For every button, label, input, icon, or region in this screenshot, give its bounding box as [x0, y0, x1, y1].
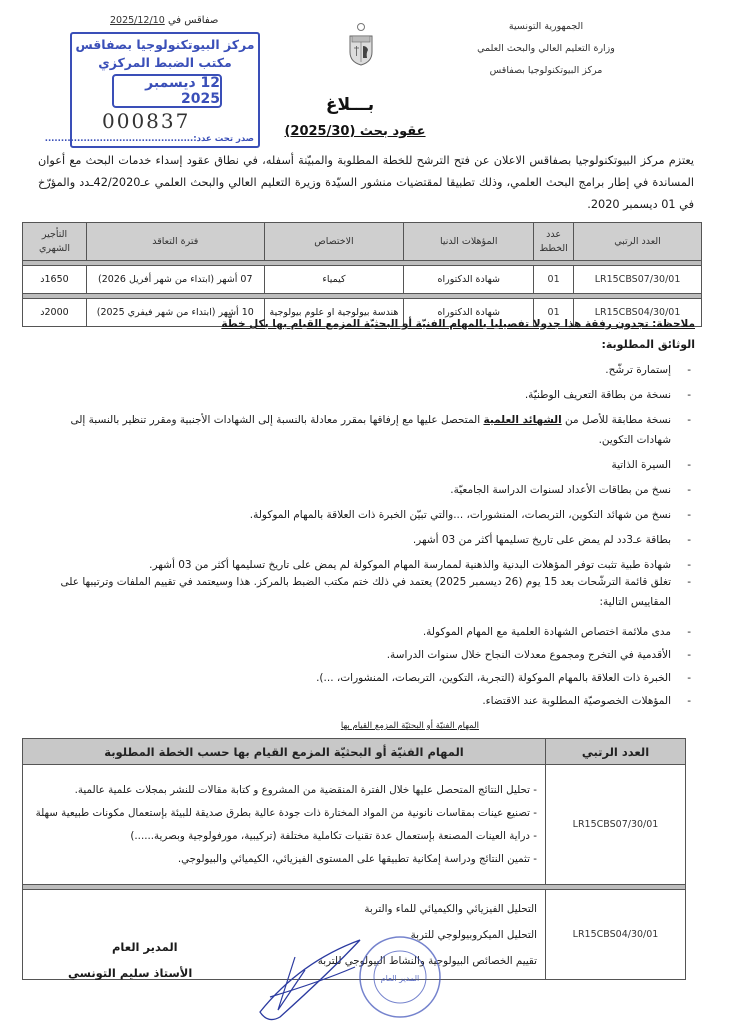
table-row — [23, 765, 686, 885]
list-item: - نسخة من بطاقة التعريف الوطنيّة. — [33, 385, 693, 405]
positions-table — [22, 222, 702, 327]
required-docs-title: الوثائق المطلوبة: — [601, 338, 695, 351]
seal-text: المدير العام — [380, 974, 420, 983]
cell-monthly-salary: 1650د — [23, 266, 87, 294]
list-item: - الخبرة ذات العلاقة بالمهام الموكولة (التجربة، التكوين، التربصات، المنشورات، ...). — [33, 668, 693, 688]
country-name: الجمهورية التونسية — [508, 21, 584, 32]
director-name: الأستاذ سليم التونسي — [68, 966, 193, 980]
header-qualification: المؤهلات الدنيا — [404, 223, 534, 261]
registry-stamp — [44, 32, 260, 148]
cell-contract-period: 07 أشهر (ابتداء من شهر أفريل 2026) — [86, 266, 264, 294]
list-item: - إستمارة ترشّح. — [33, 360, 693, 380]
header-serial: العدد الرتبي — [574, 223, 702, 261]
criteria-list — [33, 622, 693, 714]
required-docs-list — [33, 360, 693, 580]
list-item-text: المتحصل عليها مع إرفاقها بمقرر معادلة بالنسبة إلى الشهادات الأجنبية ومقرر تنظير بالنسبة إلى شهادات التكوين. — [70, 414, 671, 446]
cell-count: 01 — [534, 299, 574, 327]
task-item: التحليل الفيزيائي والكيميائي للماء والتربة — [364, 902, 537, 915]
tunisia-coat-of-arms-icon — [346, 22, 376, 66]
task-item: - تحليل النتائج المتحصل عليها خلال الفترة المنقضية من المشروع و كتابة مقالات للنشر بمجلات علمية عالمية. — [74, 783, 537, 796]
tasks-table-header — [23, 739, 686, 765]
task-item: تقييم الخصائص البيولوجية والنشاط البيولوجي للتربة — [317, 954, 537, 967]
cell-qualification: شهادة الدكتوراه — [404, 266, 534, 294]
cell-count: 01 — [534, 266, 574, 294]
list-item: - الأقدمية في التخرج ومجموع معدلات النجاح خلال سنوات الدراسة. — [33, 645, 693, 665]
government-header — [441, 16, 651, 82]
cell-specialty: هندسة بيولوجية او علوم بيولوجية — [264, 299, 404, 327]
table-row — [23, 266, 702, 294]
note: ملاحظة: تجدون رفقة هذا جدولا تفصيليا بالمهام الفنيّة أو البحثيّة المزمع القيام بها بكل خطّة — [221, 318, 695, 330]
page-title: بـــلاغ — [325, 95, 375, 115]
date-prefix: صفاقس في — [167, 15, 219, 26]
cell-serial: LR15CBS04/30/01 — [574, 299, 702, 327]
task-item: - تثمين النتائج ودراسة إمكانية تطبيقها على المستوى الفيزيائي، الكيميائي والبيولوجي. — [177, 852, 537, 865]
cell-monthly-salary: 2000د — [23, 299, 87, 327]
issued-label-text: صدر تحت عدد: — [193, 134, 254, 144]
list-item: - نسخ من شهائد التكوين، التربصات، المنشورات، ...والتي تبيّن الخبرة ذات العلاقة بالمهام الموكولة. — [33, 505, 693, 525]
tasks-caption: المهام الفنيّة أو البحثيّة المزمع القيام بها — [340, 721, 479, 731]
list-item: - السيرة الذاتية — [33, 455, 693, 475]
header-specialty: الاختصاص — [264, 223, 404, 261]
cell-qualification: شهادة الدكتوراه — [404, 299, 534, 327]
cell-serial: LR15CBS07/30/01 — [574, 266, 702, 294]
ministry-name: وزارة التعليم العالي والبحث العلمي — [477, 43, 615, 54]
header-count: عدد الخطط — [534, 223, 574, 261]
list-item-text: نسخة مطابقة للأصل من — [561, 414, 671, 426]
page-subtitle: عقود بحث (2025/30) — [284, 124, 426, 139]
director-title: المدير العام — [112, 940, 178, 954]
list-item: - نسخ من بطاقات الأعداد لسنوات الدراسة الجامعيّة. — [33, 480, 693, 500]
cell-tasks — [23, 765, 546, 885]
closing-list — [33, 572, 693, 617]
task-item: - دراية العينات المصنعة بإستعمال عدة تقنيات تكاملية مختلفة (تركيبية، مورفولوجية وبصرية......) — [130, 829, 537, 842]
list-item: - المؤهلات الخصوصيّة المطلوبة عند الاقتضاء. — [33, 691, 693, 711]
list-item — [33, 410, 693, 450]
cell-contract-period: 10 أشهر (ابتداء من شهر فيفري 2025) — [86, 299, 264, 327]
stamp-received-date: 12 ديسمبر 2025 — [112, 74, 222, 108]
list-item-emphasis: الشهائد العلمية — [483, 414, 562, 426]
cell-serial: LR15CBS04/30/01 — [546, 890, 686, 980]
intro-paragraph: يعتزم مركز البيوتكنولوجيا بصفاقس الاعلان عن فتح الترشح للخطة المطلوبة والمبيّنة أسفله، في نطاق عقود إسداء خدمات البحث مع أعوان المساندة في إطار برامج البحث العلمي، وذلك تطبيقا لمقتضيات منشور السيّدة وزيرة التعليم العالي والبحث العلمي عـ42/2020ـدد والمؤرّخ في 01 ديسمبر 2020. — [38, 154, 694, 211]
closing-paragraph: - تغلق قائمة الترشّحات بعد 15 يوم (26 ديسمبر 2025) يعتمد في ذلك ختم مكتب الضبط بالمركز. هذا وسيعتمد في تقييم الملفات وترتيبها على المقاييس التالية: — [33, 572, 693, 612]
cell-serial: LR15CBS07/30/01 — [546, 765, 686, 885]
list-item: - شهادة طبية تثبت توفر المؤهلات البدنية والذهنية لممارسة المهام الموكولة لم يمض على تاريخ تسليمها أكثر من 03 أشهر. — [33, 555, 693, 575]
stamp-line-1: مركز البيوتكنولوجيا بصفاقس — [75, 37, 255, 52]
stamp-line-2: مكتب الضبط المركزي — [98, 55, 232, 70]
positions-table-header — [23, 223, 702, 261]
center-name: مركز البيوتكنولوجيا بصفاقس — [489, 65, 603, 76]
header-contract-period: فترة التعاقد — [86, 223, 264, 261]
task-item: - تصنيع عينات بمقاسات نانونية من المواد المختارة ذات جودة عالية بطرق صديقة للبيئة بإستعمال مكونات طبيعية سهلة — [35, 806, 537, 819]
list-item: - بطاقة عـ3دد لم يمض على تاريخ تسليمها أكثر من 03 أشهر. — [33, 530, 693, 550]
stamp-issued-label: صدر تحت عدد:.............................................. — [44, 134, 254, 144]
header-tasks: المهام الفنيّة أو البحثيّة المزمع القيام بها حسب الخطة المطلوبة — [23, 739, 546, 765]
header-serial: العدد الرتبي — [546, 739, 686, 765]
stamp-number: 000837 — [102, 109, 191, 133]
header-monthly-salary: التأجير الشهري — [23, 223, 87, 261]
document-date — [110, 15, 218, 26]
task-item: التحليل الميكروبيولوجي للتربة — [410, 928, 537, 941]
date-value: 2025/12/10 — [110, 15, 165, 26]
cell-specialty: كيمياء — [264, 266, 404, 294]
list-item: - مدى ملائمة اختصاص الشهادة العلمية مع المهام الموكولة. — [33, 622, 693, 642]
